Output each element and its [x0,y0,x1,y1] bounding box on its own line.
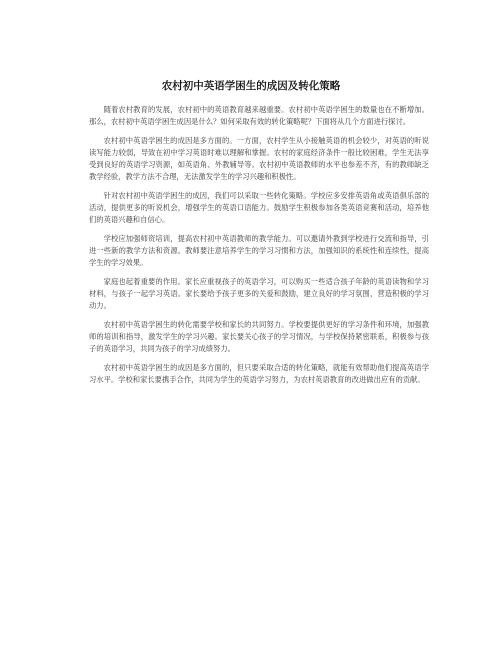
paragraph: 农村初中英语学困生的成因是多方面的。一方面，农村学生从小接触英语的机会较少，对英语的听说读写能力较弱，导致在初中学习英语时难以理解和掌握。农村的家庭经济条件一般比较困难，学生无法享受到良好的英语学习资源，如英语角、外教辅导等。农村初中英语教师的水平也参差不齐，有的教师缺乏教学经验，教学方法不合理，无法激发学生的学习兴趣和积极性。 [89,136,429,181]
document-title: 农村初中英语学困生的成因及转化策略 [161,80,341,92]
paragraph: 农村初中英语学困生的成因是多方面的，但只要采取合适的转化策略，就能有效帮助他们提高英语学习水平。学校和家长要携手合作，共同为学生的英语学习努力，为农村英语教育的改进做出应有的贡献。 [89,363,429,384]
paragraph: 农村初中英语学困生的转化需要学校和家长的共同努力。学校要提供更好的学习条件和环境，加强教师的培训和指导，激发学生的学习兴趣。家长要关心孩子的学习情况，与学校保持紧密联系，积极参与孩子的英语学习，共同为孩子的学习成绩努力。 [89,320,429,353]
paragraph: 随着农村教育的发展，农村初中的英语教育越来越重要。农村初中英语学困生的数量也在不断增加。那么，农村初中英语学困生成因是什么？如何采取有效的转化策略呢？下面将从几个方面进行探讨。 [89,105,429,126]
document-body [89,104,429,393]
paragraph: 学校应加强师资培训，提高农村初中英语教师的教学能力。可以邀请外教到学校进行交流和指导，引进一些新的教学方法和资源。教师要注意培养学生的学习习惯和方法，加强知识的系统性和连续性，提高学生的学习效果。 [89,234,429,267]
paragraph: 针对农村初中英语学困生的成因，我们可以采取一些转化策略。学校应多安排英语角或英语俱乐部的活动，提供更多的听说机会，增强学生的英语口语能力。鼓励学生积极参加各类英语竞赛和活动，培养他们的英语兴趣和自信心。 [89,191,429,224]
paragraph: 家庭也起着重要的作用。家长应重视孩子的英语学习，可以购买一些适合孩子年龄的英语读物和学习材料，与孩子一起学习英语。家长要给予孩子更多的关爱和鼓励，建立良好的学习氛围，营造积极的学习动力。 [89,277,429,310]
